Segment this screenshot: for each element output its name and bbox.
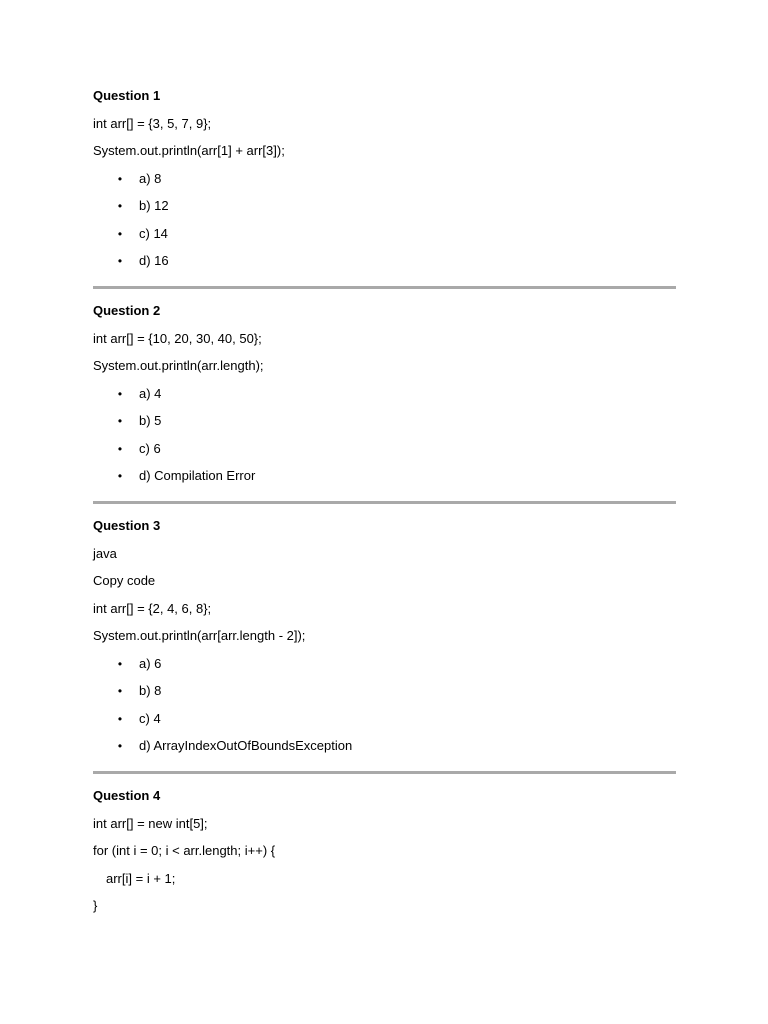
- bullet-icon: •: [117, 226, 123, 241]
- question-title: Question 4: [93, 788, 161, 803]
- code-line: arr[i] = i + 1;: [106, 870, 176, 886]
- code-line: System.out.println(arr[1] + arr[3]);: [93, 143, 285, 158]
- answer-option: [93, 384, 676, 404]
- option-label: c) 4: [139, 710, 161, 726]
- option-label: b) 12: [139, 198, 169, 213]
- answer-options: [93, 169, 676, 272]
- section-divider: [93, 501, 676, 504]
- answer-option: [93, 411, 676, 431]
- code-line: }: [93, 898, 98, 913]
- bullet-icon: •: [117, 386, 123, 401]
- option-label: b) 8: [139, 683, 162, 698]
- question-title: Question 1: [93, 88, 161, 103]
- code-line: int arr[] = new int[5];: [93, 815, 208, 831]
- answer-option: [93, 681, 676, 701]
- answer-option: [93, 709, 676, 729]
- answer-options: [93, 384, 676, 487]
- option-label: a) 6: [139, 655, 162, 671]
- section-divider: [93, 771, 676, 774]
- bullet-icon: •: [117, 199, 123, 213]
- code-line: for (int i = 0; i < arr.length; i++) {: [93, 843, 276, 858]
- option-label: d) 16: [139, 253, 169, 268]
- copy-code-label: Copy code: [93, 573, 156, 588]
- option-label: c) 14: [139, 225, 168, 241]
- code-language-label: java: [93, 545, 117, 561]
- bullet-icon: •: [117, 171, 123, 186]
- option-label: a) 8: [139, 170, 162, 186]
- answer-option: [93, 439, 676, 459]
- code-line: int arr[] = {10, 20, 30, 40, 50};: [93, 330, 262, 346]
- bullet-icon: •: [117, 739, 123, 753]
- option-label: b) 5: [139, 413, 162, 428]
- answer-options: [93, 654, 676, 757]
- bullet-icon: •: [117, 414, 123, 428]
- option-label: d) ArrayIndexOutOfBoundsException: [139, 738, 353, 753]
- answer-option: [93, 466, 676, 486]
- answer-option: [93, 251, 676, 271]
- answer-option: [93, 736, 676, 756]
- bullet-icon: •: [117, 441, 123, 456]
- question-2: [93, 301, 676, 486]
- answer-option: [93, 654, 676, 674]
- bullet-icon: •: [117, 469, 123, 483]
- answer-option: [93, 196, 676, 216]
- bullet-icon: •: [117, 656, 123, 671]
- answer-option: [93, 224, 676, 244]
- question-title: Question 3: [93, 518, 161, 533]
- question-title: Question 2: [93, 303, 161, 318]
- question-1: [93, 86, 676, 271]
- option-label: d) Compilation Error: [139, 468, 256, 483]
- code-line: int arr[] = {3, 5, 7, 9};: [93, 115, 212, 131]
- code-line: int arr[] = {2, 4, 6, 8};: [93, 600, 212, 616]
- bullet-icon: •: [117, 711, 123, 726]
- section-divider: [93, 286, 676, 289]
- option-label: a) 4: [139, 385, 162, 401]
- answer-option: [93, 169, 676, 189]
- bullet-icon: •: [117, 254, 123, 268]
- document-page: [93, 86, 676, 924]
- code-line: System.out.println(arr.length);: [93, 358, 264, 373]
- code-line: System.out.println(arr[arr.length - 2]);: [93, 628, 306, 643]
- question-3: [93, 516, 676, 756]
- option-label: c) 6: [139, 440, 161, 456]
- bullet-icon: •: [117, 684, 123, 698]
- question-4: [93, 786, 676, 916]
